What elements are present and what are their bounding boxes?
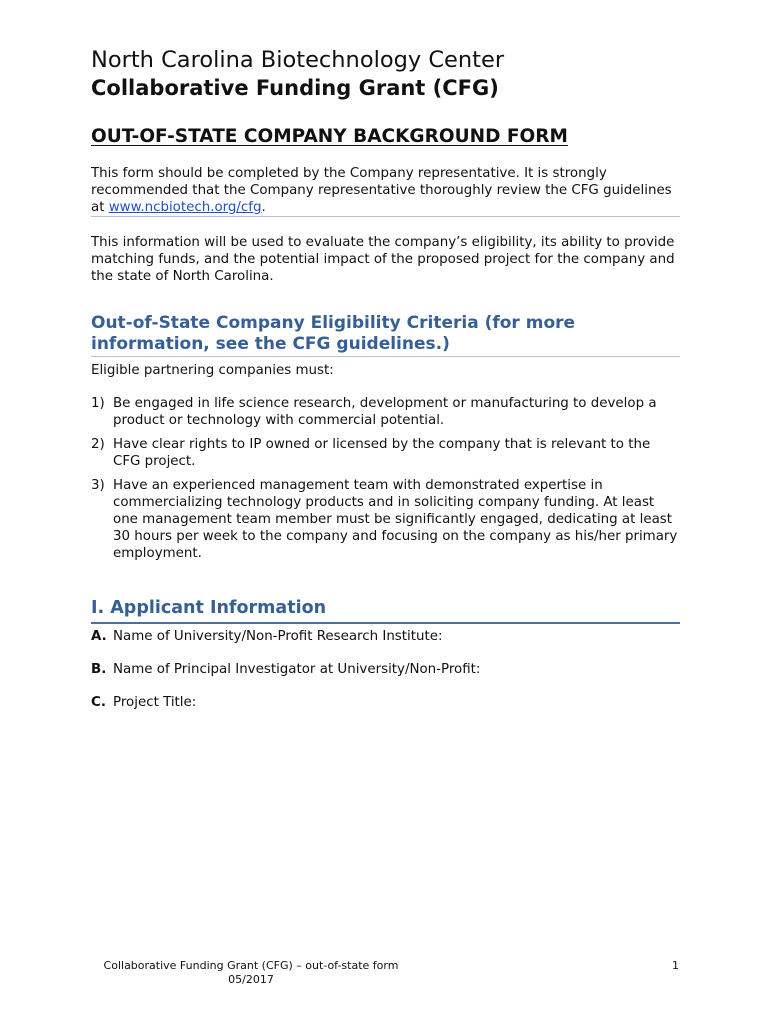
list-text: Have an experienced management team with demonstrated expertise in commercializing technology products and in soliciting company funding. At least one management team member must be significantly engaged, dedicating at least 30 hours per week to the company and focusing on the company as his/her primary employment. [113,478,678,561]
intro-text-1-end: . [261,200,266,215]
list-number: 1) [91,396,105,411]
organization-name: North Carolina Biotechnology Center [91,47,505,73]
applicant-info-heading: I. Applicant Information [91,598,327,618]
list-number: 2) [91,437,105,452]
field-letter: B. [91,662,107,677]
footer [91,959,411,987]
field-principal-investigator [91,661,480,678]
list-number: 3) [91,478,105,493]
divider [91,622,680,624]
grant-name: Collaborative Funding Grant (CFG) [91,76,499,100]
list-item [91,436,680,470]
page-number: 1 [672,959,679,972]
eligibility-heading: Out-of-State Company Eligibility Criteria (for more information, see the CFG guidelines.) [91,313,576,354]
list-text: Have clear rights to IP owned or licensed by the company that is relevant to the CFG project. [113,437,651,469]
field-label: Name of Principal Investigator at University/Non-Profit: [113,662,481,677]
intro-paragraph-1 [91,165,680,216]
field-university-name [91,628,443,645]
guidelines-link[interactable]: www.ncbiotech.org/cfg [108,200,262,215]
intro-paragraph-2: This information will be used to evaluate the company’s eligibility, its ability to provide matching funds, and the potential impact of the proposed project for the company and the state of North Carolina. [91,235,675,284]
field-letter: A. [91,629,107,644]
list-item [91,477,680,562]
divider [91,216,680,217]
eligibility-criteria-list [91,395,680,569]
list-text: Be engaged in life science research, development or manufacturing to develop a product or technology with commercial potential. [113,396,657,428]
eligibility-intro: Eligible partnering companies must: [91,363,334,378]
form-title: OUT-OF-STATE COMPANY BACKGROUND FORM [91,126,568,147]
list-item [91,395,680,429]
divider [91,356,680,357]
field-label: Name of University/Non-Profit Research Institute: [113,629,443,644]
footer-line-2: 05/2017 [228,973,274,986]
intro-text-1: This form should be completed by the Company representative. It is strongly recommended that the Company representative thoroughly review the CFG guidelines at [91,166,672,215]
field-project-title [91,694,196,711]
field-label: Project Title: [113,695,197,710]
footer-line-1: Collaborative Funding Grant (CFG) – out-of-state form [103,959,399,972]
field-letter: C. [91,695,106,710]
